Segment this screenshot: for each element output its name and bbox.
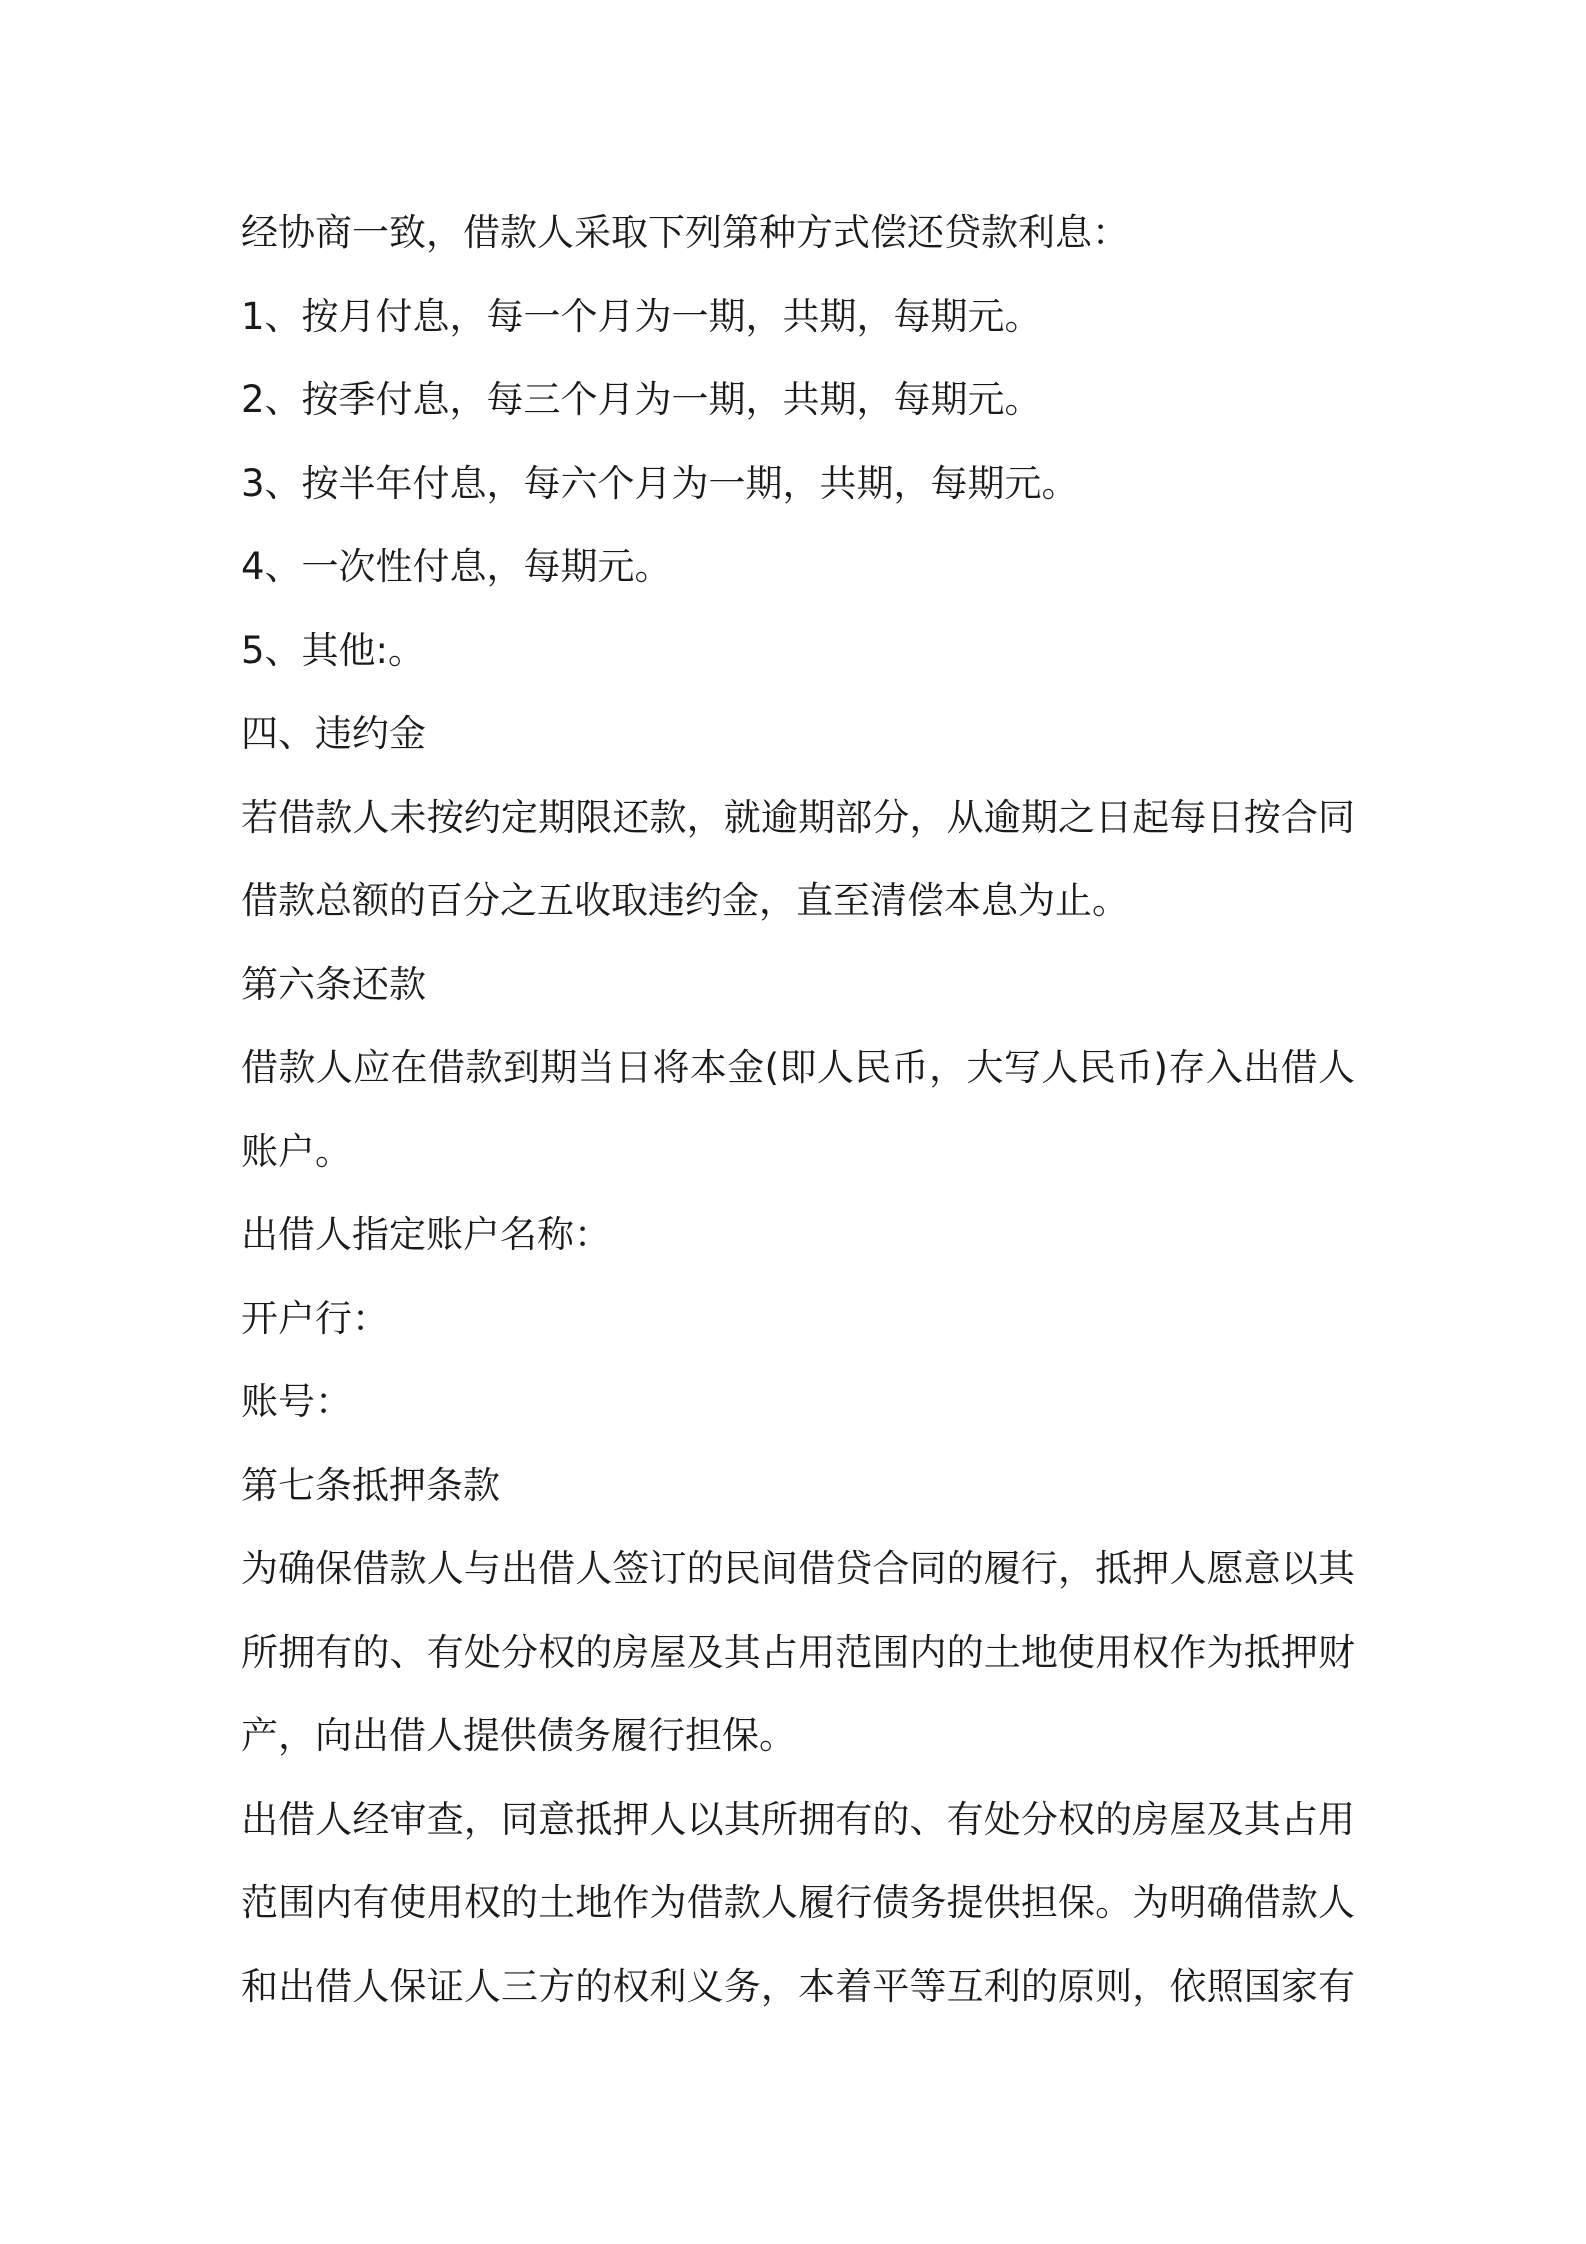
penalty-paragraph-line: 借款总额的百分之五收取违约金，直至清偿本息为止。 — [241, 879, 1129, 922]
mortgage-paragraph-line: 产，向出借人提供债务履行担保。 — [241, 1714, 796, 1757]
review-paragraph-line: 和出借人保证人三方的权利义务，本着平等互利的原则，依照国家有 — [241, 1964, 1355, 2008]
option-2-line: 2、按季付息，每三个月为一期，共期，每期元。 — [241, 378, 1042, 421]
section-heading-penalty: 四、违约金 — [241, 712, 426, 755]
article-7-heading: 第七条抵押条款 — [241, 1463, 500, 1507]
bank-line: 开户行： — [241, 1296, 389, 1340]
option-3-line: 3、按半年付息，每六个月为一期，共期，每期元。 — [241, 461, 1079, 505]
option-4-line: 4、一次性付息，每期元。 — [241, 545, 672, 588]
repayment-paragraph-line: 账户。 — [241, 1129, 352, 1173]
mortgage-paragraph-line: 所拥有的、有处分权的房屋及其占用范围内的土地使用权作为抵押财 — [241, 1630, 1355, 1674]
account-name-line: 出借人指定账户名称： — [241, 1213, 611, 1256]
document-body — [241, 191, 1355, 2028]
mortgage-paragraph-line: 为确保借款人与出借人签订的民间借贷合同的履行，抵押人愿意以其 — [241, 1547, 1355, 1590]
repayment-paragraph-line: 借款人应在借款到期当日将本金(即人民币，大写人民币)存入出借人 — [241, 1046, 1355, 1089]
review-paragraph-line: 范围内有使用权的土地作为借款人履行债务提供担保。为明确借款人 — [241, 1881, 1355, 1924]
review-paragraph-line: 出借人经审查，同意抵押人以其所拥有的、有处分权的房屋及其占用 — [241, 1797, 1355, 1841]
article-6-heading: 第六条还款 — [241, 962, 426, 1006]
penalty-paragraph-line: 若借款人未按约定期限还款，就逾期部分，从逾期之日起每日按合同 — [241, 795, 1355, 839]
account-number-line: 账号： — [241, 1380, 352, 1423]
intro-line: 经协商一致，借款人采取下列第种方式偿还贷款利息： — [241, 211, 1129, 254]
option-1-line: 1、按月付息，每一个月为一期，共期，每期元。 — [241, 294, 1042, 338]
option-5-line: 5、其他:。 — [241, 628, 426, 672]
